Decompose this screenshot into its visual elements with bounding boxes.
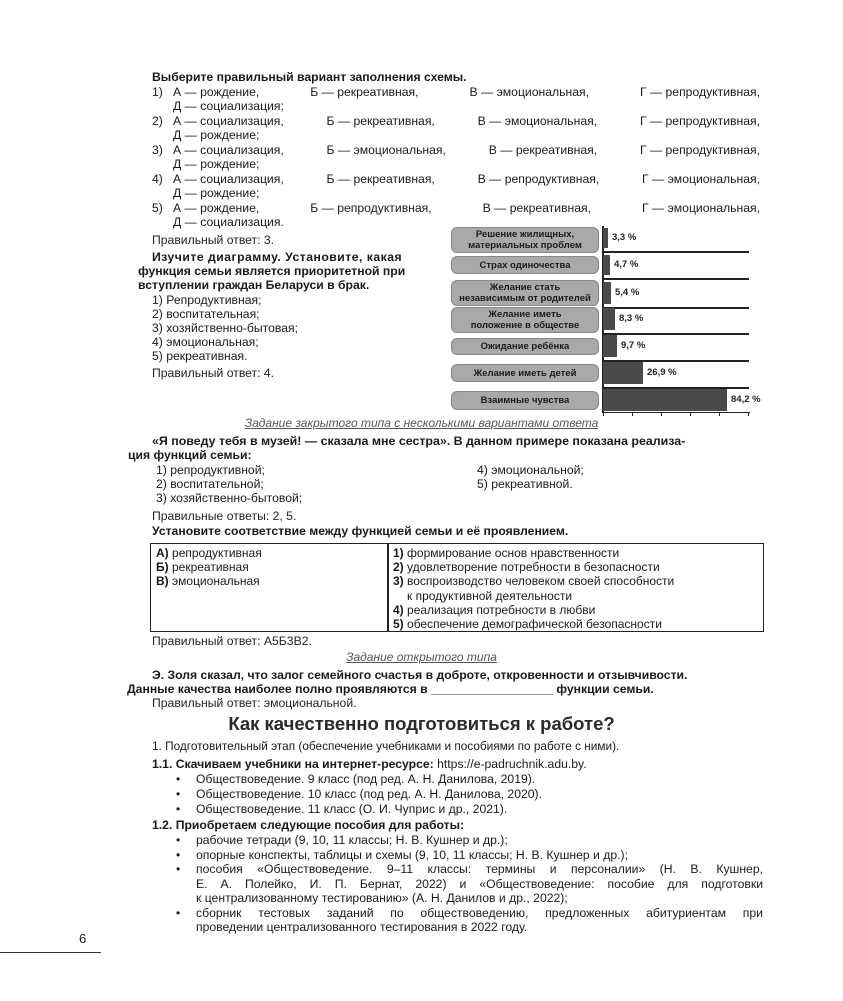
chart-value-label: 8,3 % [619, 313, 644, 324]
chart-category-label [451, 338, 599, 355]
chart-value-label: 4,7 % [614, 259, 639, 270]
item-text: воспроизводство человеком своей способности [407, 574, 675, 589]
chart-category-label [451, 280, 599, 306]
option-part: А — социализация, [173, 114, 284, 128]
task5-answer: Правильный ответ: эмоциональной. [152, 696, 357, 710]
option-part: Б — рекреативная, [310, 85, 419, 99]
task1-option-line [173, 85, 760, 99]
option-part: Г — эмоциональная, [642, 201, 760, 215]
item-key: 2) [393, 560, 404, 575]
task1-option-num: 2) [152, 114, 163, 128]
label-text [468, 229, 582, 251]
footer-rule [0, 952, 101, 953]
option-part: Г — репродуктивная, [639, 143, 760, 157]
manual-item-line: пособия «Обществоведение. 9–11 классы: термины и персоналии» (Н. В. Кушнер, [196, 862, 763, 876]
chart-x-axis [602, 412, 750, 413]
option-part: А — рождение, [173, 85, 260, 99]
label-line: Решение жилищных, [475, 229, 575, 240]
bullet-icon: • [176, 905, 181, 920]
chart-bar [603, 335, 617, 357]
item-text: эмоциональная [172, 574, 260, 589]
chart-category-label [451, 307, 599, 333]
chart-row-separator [603, 333, 749, 335]
chart-value-label: 5,4 % [615, 287, 640, 298]
option-part: В — репродуктивная, [477, 172, 600, 186]
item-key: Б) [156, 560, 169, 575]
item-key: 4) [393, 602, 404, 617]
item-key: В) [156, 574, 169, 589]
item-key: 3) [393, 574, 404, 589]
matching-right-item [393, 574, 674, 588]
matching-right-item [393, 546, 619, 560]
label-text [481, 395, 570, 406]
task2-prompt-2: функция семьи является приоритетной при [138, 264, 406, 278]
label-line: Взаимные чувства [480, 395, 570, 406]
matching-table [150, 543, 764, 632]
task1-option-num: 1) [152, 85, 163, 99]
option-part: В — эмоциональная, [469, 85, 589, 99]
chart-value-label: 84,2 % [731, 394, 761, 405]
task2-answer: Правильный ответ: 4. [152, 366, 275, 380]
task3-option-5: 5) рекреативной. [477, 477, 573, 491]
task3-caption: Задание закрытого типа с несколькими вариантами ответа [244, 416, 599, 430]
chart-bar [603, 362, 643, 384]
label-line: Желание иметь [488, 309, 562, 320]
task1-option-cont: Д — социализация. [173, 215, 284, 229]
task1-prompt: Выберите правильный вариант заполнения схемы. [152, 70, 467, 84]
task1-option-cont: Д — рождение; [173, 128, 260, 142]
task3-option-1: 1) репродуктивной; [156, 463, 265, 477]
page-number: 6 [79, 931, 87, 946]
chart-category-label [451, 256, 599, 274]
manual-item-line: опорные конспекты, таблицы и схемы (9, 10, 11 классы; Н. В. Кушнер и др.); [196, 847, 628, 862]
item-text: репродуктивная [172, 546, 262, 560]
task3-prompt-2: ция функций семьи: [128, 448, 252, 462]
chart-bar [603, 228, 608, 248]
textbook-item: Обществоведение. 11 класс (О. И. Чуприс и др., 2021). [196, 802, 508, 816]
task1-answer: Правильный ответ: 3. [152, 233, 275, 247]
option-part: Г — эмоциональная, [642, 172, 760, 186]
task1-option-cont: Д — рождение; [173, 186, 260, 200]
manual-item-line: к централизованному тестированию» (А. Н. Данилов и др., 2022); [196, 891, 568, 905]
bullet-icon: • [176, 802, 181, 816]
item-text: к продуктивной деятельности [407, 588, 573, 603]
sub1-heading [152, 757, 587, 771]
task5-prompt-1: Э. Золя сказал, что залог семейного счастья в доброте, откровенности и отзывчивости. [152, 668, 688, 682]
bullet-icon: • [176, 862, 181, 876]
option-part: Б — эмоциональная, [326, 143, 446, 157]
manual-item-line: проведении централизованного тестирования в 2022 году. [196, 920, 528, 934]
task1-option-cont: Д — социализация; [173, 99, 284, 113]
label-line: Желание иметь детей [473, 367, 577, 379]
label-text [481, 341, 570, 352]
textbook-item: Обществоведение. 10 класс (под ред. А. Н. Данилова, 2020). [196, 787, 542, 801]
label-line: положение в обществе [470, 320, 580, 331]
bullet-icon: • [176, 847, 181, 862]
chart-bar [603, 255, 610, 275]
option-part: А — социализация, [173, 172, 284, 186]
task4-prompt: Установите соответствие между функцией семьи и её проявлением. [152, 524, 569, 538]
option-part: А — рождение, [173, 201, 260, 215]
section-heading: Как качественно подготовиться к работе? [228, 713, 615, 734]
chart-bar [603, 308, 615, 330]
option-part: Г — репродуктивная, [639, 85, 760, 99]
fill-in-blank: __________________ [430, 682, 553, 696]
label-text [459, 282, 591, 304]
chart-bar [603, 282, 611, 304]
task1-option-line [173, 114, 760, 128]
label-line: независимым от родителей [459, 293, 591, 304]
item-key: 5) [393, 617, 404, 631]
label-line: Желание стать [489, 282, 561, 293]
matching-right-item [393, 617, 662, 631]
chart-category-label [451, 364, 599, 382]
task2-option-3: 3) хозяйственно-бытовая; [152, 321, 298, 335]
option-part: Б — рекреативная, [326, 114, 435, 128]
chart-category-label [451, 391, 599, 410]
task2-option-2: 2) воспитательная; [152, 307, 260, 321]
sub2-heading: 1.2. Приобретаем следующие пособия для работы: [152, 818, 465, 832]
task1-option-num: 3) [152, 143, 163, 157]
option-part: В — эмоциональная, [477, 114, 598, 128]
option-part: В — рекреативная, [482, 201, 592, 215]
label-text [471, 309, 580, 331]
step1-text: 1. Подготовительный этап (обеспечение учебниками и пособиями по работе с ними). [152, 739, 620, 753]
chart-bar [603, 389, 727, 411]
label-line: материальных проблем [468, 240, 582, 251]
item-key: А) [156, 546, 169, 560]
task3-answer: Правильные ответы: 2, 5. [152, 509, 297, 523]
task1-option-line [173, 143, 760, 157]
task3-option-3: 3) хозяйственно-бытовой; [156, 491, 303, 505]
task4-answer: Правильный ответ: А5Б3В2. [152, 634, 312, 648]
matching-right-item [393, 603, 595, 617]
task5-caption: Задание открытого типа [346, 650, 497, 664]
sub1-bold: 1.1. Скачиваем учебники на интернет-ресурсе: [152, 757, 434, 771]
task5-prompt-2a: Данные качества наиболее полно проявляются в [127, 682, 428, 696]
matching-left-item [156, 546, 262, 560]
chart-value-label: 26,9 % [647, 367, 677, 378]
task3-option-4: 4) эмоциональной; [477, 463, 584, 477]
task5-prompt-2 [127, 682, 654, 696]
item-text: обеспечение демографической безопасности [407, 617, 662, 631]
chart-value-label: 9,7 % [621, 340, 646, 351]
label-line: Страх одиночества [479, 259, 571, 271]
matching-left-item [156, 560, 249, 574]
item-text: рекреативная [171, 560, 249, 575]
label-text [474, 368, 577, 379]
option-part: Б — репродуктивная, [310, 201, 432, 215]
chart-row-separator [603, 307, 749, 309]
task2-option-1: 1) Репродуктивная; [152, 293, 262, 307]
bullet-icon: • [176, 772, 181, 786]
matching-left-item [156, 574, 260, 588]
label-line: Ожидание ребёнка [480, 341, 570, 352]
option-part: А — социализация, [173, 143, 284, 157]
task2-option-4: 4) эмоциональная; [152, 335, 259, 349]
task2-option-5: 5) рекреативная. [152, 349, 248, 363]
textbook-item: Обществоведение. 9 класс (под ред. А. Н. Данилова, 2019). [196, 772, 536, 786]
item-text: удовлетворение потребности в безопасности [407, 560, 660, 575]
task1-option-num: 5) [152, 201, 163, 215]
task1-option-line [173, 172, 760, 186]
option-part: В — рекреативная, [488, 143, 598, 157]
bullet-icon: • [176, 833, 181, 847]
task1-option-cont: Д — рождение; [173, 157, 260, 171]
item-text: формирование основ нравственности [407, 546, 620, 560]
task2-prompt-3: вступлении граждан Беларуси в брак. [138, 278, 370, 292]
matching-right-item [393, 560, 660, 574]
task1-option-num: 4) [152, 172, 163, 186]
manual-item-line: сборник тестовых заданий по обществоведению, предложенных абитуриентам при [196, 905, 763, 920]
task3-option-2: 2) воспитательной; [156, 477, 264, 491]
label-text [480, 260, 571, 271]
chart-category-label [451, 227, 599, 253]
textbook-link[interactable]: https://e-padruchnik.adu.by. [437, 757, 587, 771]
item-text: реализация потребности в любви [407, 602, 596, 617]
option-part: Г — репродуктивная, [639, 114, 760, 128]
bullet-icon: • [176, 787, 181, 801]
task3-prompt-1: «Я поведу тебя в музей! — сказала мне сестра». В данном примере показана реализа- [152, 434, 686, 448]
chart-value-label: 3,3 % [612, 232, 637, 243]
option-part: Б — рекреативная, [326, 172, 435, 186]
matching-right-item [407, 589, 572, 603]
chart-row-separator [603, 278, 749, 280]
task1-option-line [173, 201, 760, 215]
manual-item-line: рабочие тетради (9, 10, 11 классы; Н. В. Кушнер и др.); [196, 833, 508, 847]
task2-prompt-1: Изучите диаграмму. Установите, какая [152, 250, 403, 264]
item-key: 1) [393, 546, 404, 560]
chart-row-separator [603, 251, 749, 253]
table-divider [387, 544, 389, 631]
task5-prompt-2b: функции семьи. [556, 682, 654, 696]
manual-item-line: Е. А. Полейко, И. П. Бернат, 2022) и «Обществоведение: пособие для подготовки [196, 876, 763, 891]
